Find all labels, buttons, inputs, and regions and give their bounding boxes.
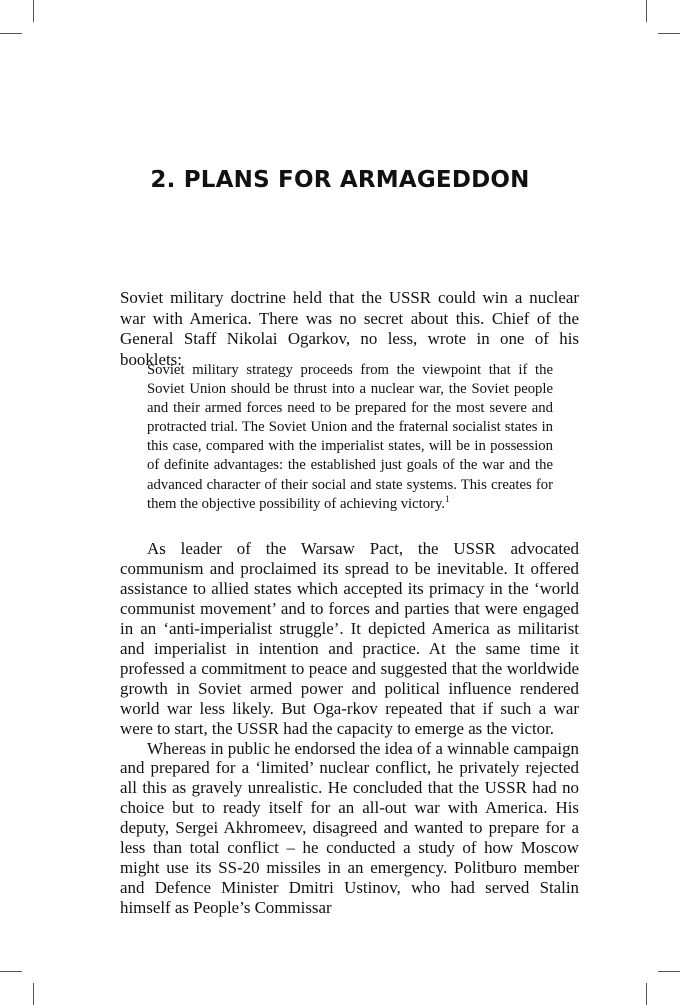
crop-mark-bottom-right-horizontal <box>658 971 680 972</box>
crop-mark-top-right-vertical <box>646 0 647 22</box>
block-quote-text: Soviet military strategy proceeds from the viewpoint that if the Soviet Union should be thrust into a nuclear war, the Soviet people and their armed forces need to be prepared for the most severe and protracted trial. The Soviet Union and the fraternal socialist states in this case, compared with the imperialist states, will be in possession of definite advantages: the established just goals of the war and the advanced character of their social and state systems. This creates for them the objective possibility of achieving victory. <box>147 362 553 512</box>
body-text <box>120 539 579 918</box>
intro-paragraph: Soviet military doctrine held that the USSR could win a nuclear war with America. There was no secret about this. Chief of the General Staff Nikolai Ogarkov, no less, wrote in one of his booklets: <box>120 288 579 369</box>
crop-mark-bottom-left-vertical <box>33 983 34 1005</box>
crop-mark-top-left-horizontal <box>0 33 22 34</box>
block-quote <box>147 361 553 514</box>
crop-mark-bottom-right-vertical <box>646 983 647 1005</box>
crop-mark-top-right-horizontal <box>658 33 680 34</box>
crop-mark-bottom-left-horizontal <box>0 971 22 972</box>
crop-mark-top-left-vertical <box>33 0 34 22</box>
body-paragraph: Whereas in public he endorsed the idea of a winnable campaign and prepared for a ‘limited’ nuclear conflict, he privately rejected all this as gravely unrealistic. He concluded that the USSR had no choice but to ready itself for an all-out war with America. His deputy, Sergei Akhromeev, disagreed and wanted to prepare for a less than total conflict – he conducted a study of how Moscow might use its SS-20 missiles in an emergency. Politburo member and Defence Minister Dmitri Ustinov, who had served Stalin himself as People’s Commissar <box>120 738 579 918</box>
body-paragraph: As leader of the Warsaw Pact, the USSR advocated communism and proclaimed its spread to be inevitable. It offered assistance to allied states which accepted its primacy in the ‘world communist movement’ and to forces and parties that were engaged in an ‘anti-imperialist struggle’. It depicted America as militarist and imperialist in intention and practice. At the same time it professed a commitment to peace and suggested that the worldwide growth in Soviet armed power and political influence rendered world war less likely. But Oga-rkov repeated that if such a war were to start, the USSR had the capacity to emerge as the victor. <box>120 539 579 738</box>
footnote-reference: 1 <box>445 493 450 504</box>
chapter-title: 2. PLANS FOR ARMAGEDDON <box>150 167 530 193</box>
